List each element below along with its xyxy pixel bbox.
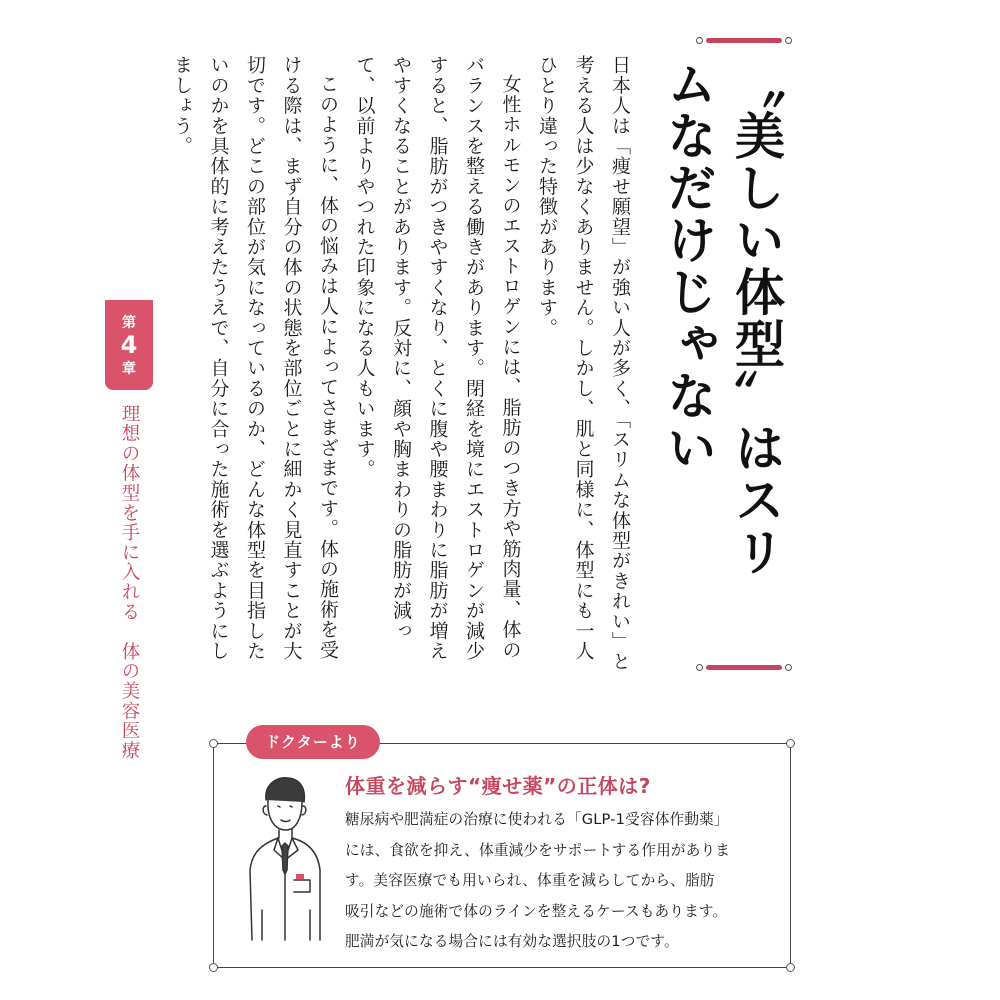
doctor-note-line: 吸引などの施術で体のラインを整えるケースもあります。	[345, 902, 728, 920]
body-paragraph: このように、体の悩みは人によってさまざまです。体の施術を受ける際は、まず自分の体の状態を部位ごとに細かく見直すことが大切です。どこの部位が気になっているのか、どんな体型を目指したいのかを具体的に考えたうえで、自分に合った施術を選ぶようにしましょう。	[171, 55, 339, 661]
chapter-tab	[105, 300, 153, 390]
doctor-note-body	[345, 805, 775, 958]
chapter-suffix: 章	[122, 361, 136, 377]
doctor-note-line: 糖尿病や肥満症の治療に使われる「GLP-1受容体作動薬」	[345, 811, 729, 828]
body-paragraph: 女性ホルモンのエストロゲンには、脂肪のつき方や筋肉量、体のバランスを整える働きがあります。閉経を境にエストロゲンが減少すると、脂肪がつきやすくなり、とくに腹や腰まわりに脂肪が増えやすくなることがあります。反対に、顔や胸まわりの脂肪が減って、以前よりやつれた印象になる人もいます。	[353, 55, 522, 661]
headline-top-rule	[696, 36, 792, 46]
doctor-note-line: には、食欲を抑え、体重減少をサポートする作用がありま	[345, 841, 731, 859]
doctor-note-title: 体重を減らす“痩せ薬”の正体は?	[345, 774, 651, 798]
chapter-title: 理想の体型を手に入れる 体の美容医療	[119, 404, 140, 761]
body-text	[171, 55, 638, 675]
doctor-illustration	[232, 770, 332, 950]
page-title: 〝美しい体型〟はスリムなだけじゃない	[659, 58, 785, 578]
doctor-note-tag: ドクターより	[246, 725, 380, 759]
chapter-prefix: 第	[122, 315, 136, 331]
body-paragraph: 日本人は「痩せ願望」が強い人が多く、「スリムな体型がきれい」と考える人は少なくありません。しかし、肌と同様に、体型にも一人ひとり違った特徴があります。	[536, 55, 631, 672]
doctor-note-line: す。美容医療でも用いられ、体重を減らしてから、脂肪	[345, 872, 715, 889]
chapter-number: 4	[120, 331, 138, 359]
headline-bottom-rule	[696, 663, 792, 673]
doctor-note-line: 肥満が気になる場合には有効な選択肢の1つです。	[345, 933, 679, 950]
